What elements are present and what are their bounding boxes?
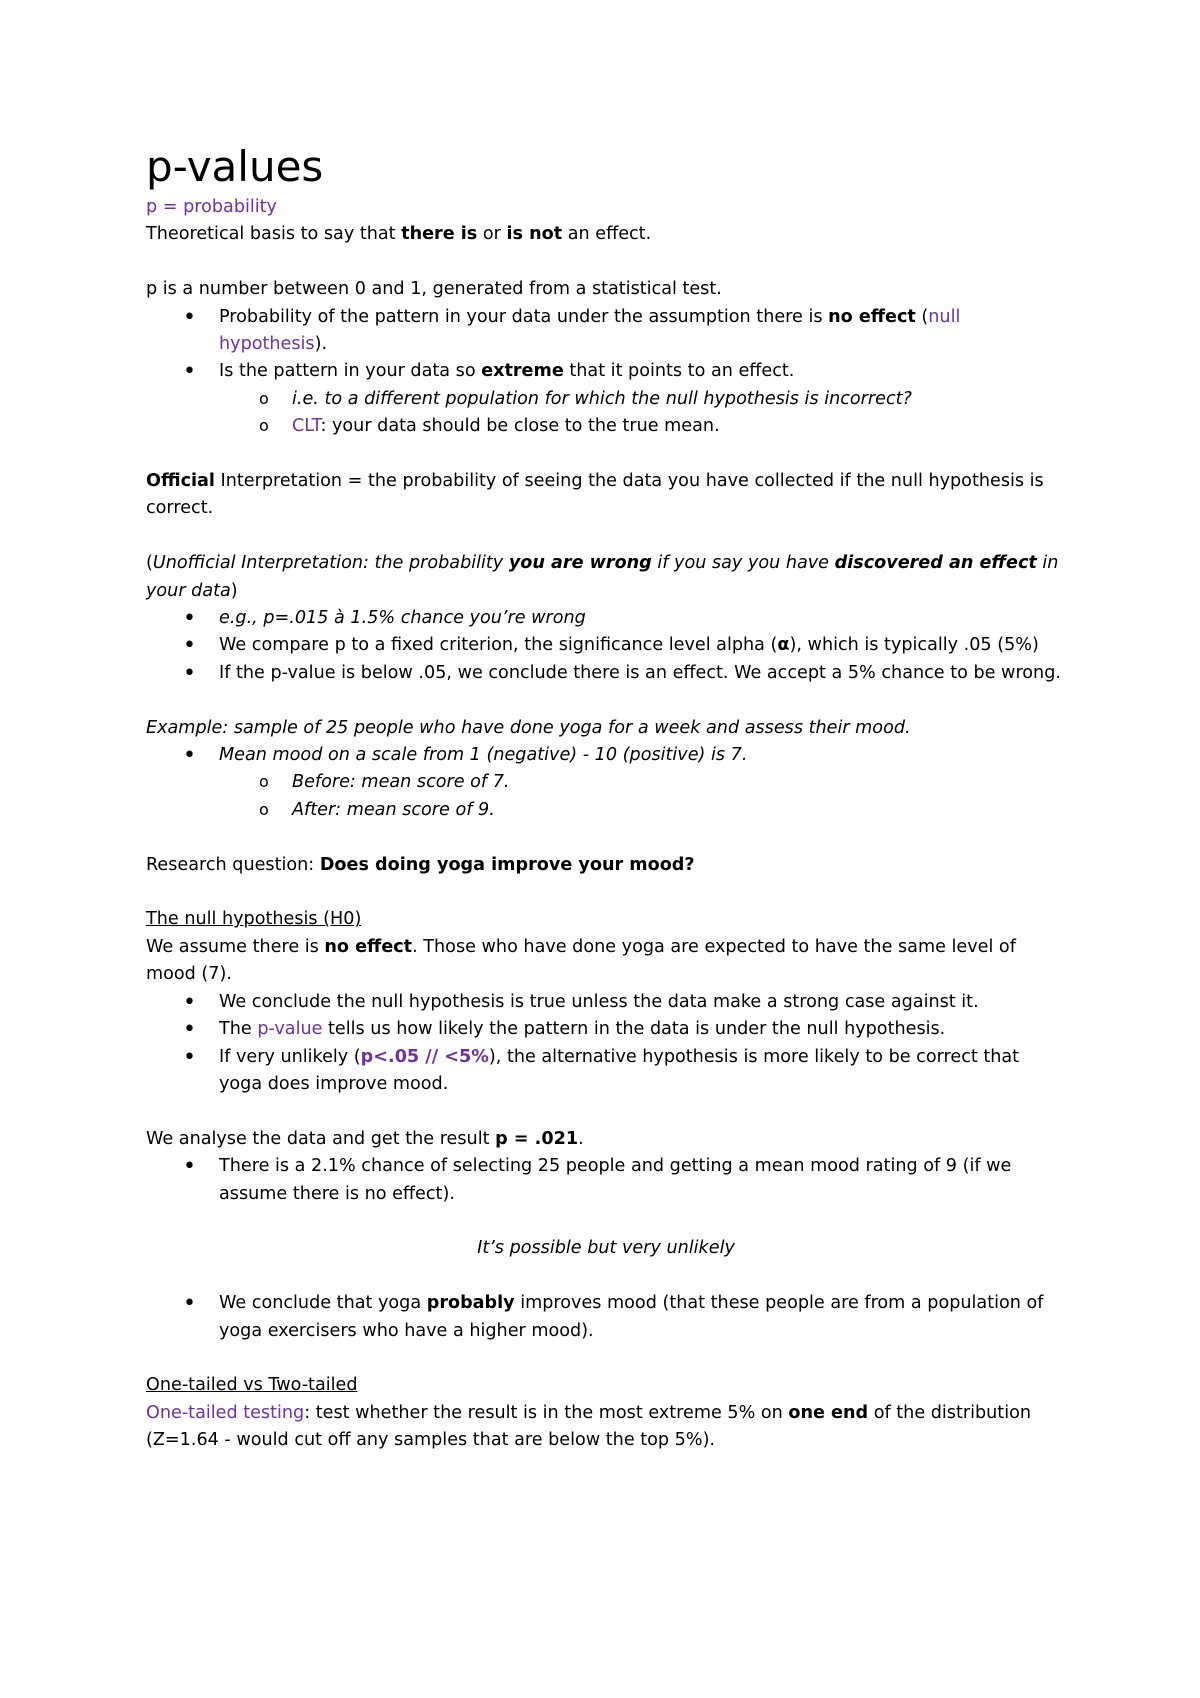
sub-list-item: o After: mean score of 9. xyxy=(146,797,1066,824)
bullet-list xyxy=(146,304,1066,441)
bullet-list xyxy=(146,989,1066,1099)
sub-list-item: o CLT: your data should be close to the true mean. xyxy=(146,413,1066,440)
list-item: • Probability of the pattern in your data under the assumption there is no effect (null hypothesis). xyxy=(146,304,1066,359)
tailed-paragraph: One-tailed testing: test whether the result is in the most extreme 5% on one end of the distribution (Z=1.64 - would cut off any samples that are below the top 5%). xyxy=(146,1402,1031,1451)
bullet-list xyxy=(146,742,1066,824)
bullet-list xyxy=(146,1153,1066,1208)
centered-remark: It’s possible but very unlikely xyxy=(477,1238,735,1259)
null-hypothesis-paragraph: We assume there is no effect. Those who have done yoga are expected to have the same level of mood (7). xyxy=(146,936,1016,985)
list-item: • If very unlikely (p<.05 // <5%), the alternative hypothesis is more likely to be correct that yoga does improve mood. xyxy=(146,1044,1066,1099)
analysis-paragraph: We analyse the data and get the result p = .021. xyxy=(146,1128,584,1149)
list-item: • Mean mood on a scale from 1 (negative) - 10 (positive) is 7. o Before: mean score of 7. o After: mean score of 9. xyxy=(146,742,1066,824)
list-item: • The p-value tells us how likely the pattern in the data is under the null hypothesis. xyxy=(146,1016,1066,1043)
example-intro: Example: sample of 25 people who have done yoga for a week and assess their mood. xyxy=(146,717,911,738)
p-definition: p = probability xyxy=(146,197,277,217)
research-question: Research question: Does doing yoga improve your mood? xyxy=(146,854,695,875)
list-item: • We conclude the null hypothesis is true unless the data make a strong case against it. xyxy=(146,989,1066,1016)
bullet-list xyxy=(146,605,1066,687)
page-title: p-values xyxy=(146,142,324,191)
document-content xyxy=(146,140,1066,1455)
bullet-list xyxy=(146,1290,1066,1345)
list-item: • e.g., p=.015 à 1.5% chance you’re wrong xyxy=(146,605,1066,632)
intro-paragraph: Theoretical basis to say that there is or is not an effect. xyxy=(146,224,652,245)
list-item: • We conclude that yoga probably improves mood (that these people are from a population of yoga exercisers who have a higher mood). xyxy=(146,1290,1066,1345)
sub-list xyxy=(146,386,1066,441)
official-interpretation: Official Interpretation = the probability of seeing the data you have collected if the null hypothesis is correct. xyxy=(146,471,1044,519)
p-number-paragraph: p is a number between 0 and 1, generated from a statistical test. xyxy=(146,279,722,300)
list-item: • If the p-value is below .05, we conclude there is an effect. We accept a 5% chance to be wrong. xyxy=(146,660,1066,687)
sub-list xyxy=(146,769,1066,824)
unofficial-interpretation: (Unofficial Interpretation: the probability you are wrong if you say you have discovered an effect in your data) xyxy=(146,553,1059,601)
sub-list-item: o i.e. to a different population for which the null hypothesis is incorrect? xyxy=(146,386,1066,413)
tailed-heading: One-tailed vs Two-tailed xyxy=(146,1375,358,1396)
list-item: • Is the pattern in your data so extreme that it points to an effect. o i.e. to a different population for which the null hypothesis is incorrect? o CLT: your data should be close to the true mean. xyxy=(146,358,1066,440)
sub-list-item: o Before: mean score of 7. xyxy=(146,769,1066,796)
list-item: • We compare p to a fixed criterion, the significance level alpha (α), which is typically .05 (5%) xyxy=(146,632,1066,659)
null-hypothesis-heading: The null hypothesis (H0) xyxy=(146,909,362,930)
list-item: • There is a 2.1% chance of selecting 25 people and getting a mean mood rating of 9 (if we assume there is no effect). xyxy=(146,1153,1066,1208)
